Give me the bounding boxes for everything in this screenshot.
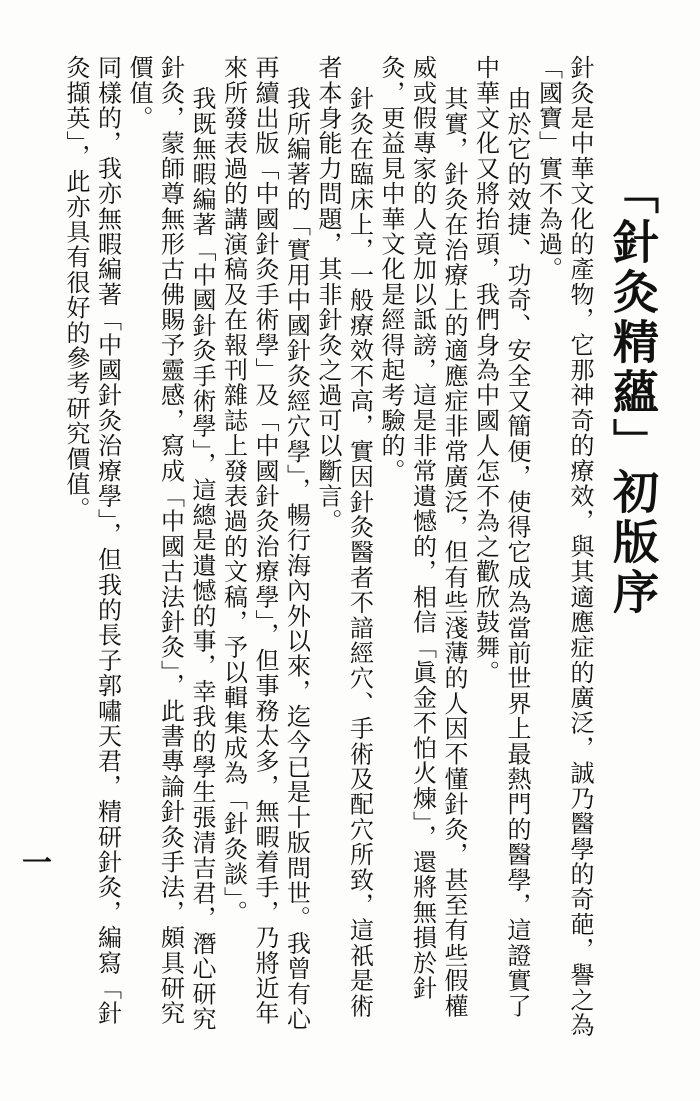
paragraph: 我所編著的「實用中國針灸經穴學」，暢行海內外以來，迄今已是十版問世。我曾有心再續出版「中國針灸手術學」及「中國針灸治療學」，但事務太多，無暇着手，乃將近年來所發表過的講演稿及在報刊雜誌上發表過的文稿，予以輯集成為「針灸談」。 bbox=[219, 55, 311, 1032]
page-title: 「針灸精蘊」初版序 bbox=[606, 168, 660, 618]
page-number: 一 bbox=[22, 846, 52, 881]
preface-body bbox=[55, 55, 595, 1040]
paragraph: 針灸在臨床上，一般療效不高，實因針灸醫者不諳經穴、手術及配穴所致，這祇是術者本身能力問題，其非針灸之過可以斷言。 bbox=[314, 55, 374, 1019]
paragraph: 其實，針灸在治療上的適應症非常廣泛，但有些淺薄的人因不懂針灸，甚至有些假權威或假專家的人竟加以詆謗，這是非常遺憾的，相信「眞金不怕火煉」，還將無損於針灸，更益見中華文化是經得起考驗的。 bbox=[377, 55, 468, 1019]
paragraph: 針灸是中華文化的產物，它那神奇的療效，與其適應症的廣泛，誠乃醫學的奇葩，譽之為「國寶」實不為過。 bbox=[534, 55, 594, 1038]
paragraph: 由於它的效捷、功奇、安全又簡便，使得它成為當前世界上最熱門的醫學，這證實了中華文化又將抬頭，我們身為中國人怎不為之歡欣鼓舞。 bbox=[471, 55, 531, 1019]
paragraph: 我既無暇編著「中國針灸手術學」，這總是遺憾的事，幸我的學生張清吉君，潛心研究針灸，蒙師尊無形古佛賜予靈感，寫成「中國古法針灸」，此書專論針灸手法，頗具研究價值。 bbox=[125, 55, 216, 1032]
paragraph: 同樣的，我亦無暇編著「中國針灸治療學」，但我的長子郭嘯天君，精研針灸，編寫「針灸擷英」，此亦具有很好的參考研究價值。 bbox=[62, 55, 122, 1026]
